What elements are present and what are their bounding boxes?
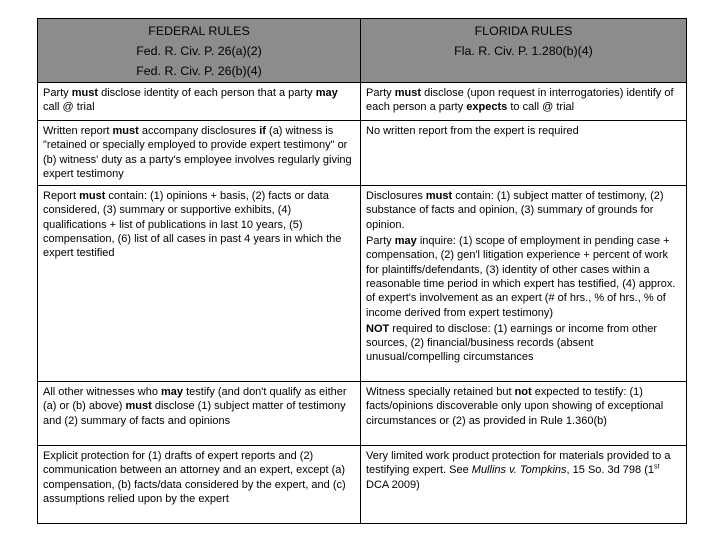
table-row (38, 446, 687, 524)
florida-rule-1: Fla. R. Civ. P. 1.280(b)(4) (454, 44, 593, 58)
federal-rule-2: Fed. R. Civ. P. 26(b)(4) (136, 64, 262, 78)
federal-cell: Explicit protection for (1) drafts of expert reports and (2) communication between an attorney and an expert, except (a) compensation, (b) facts/data considered by the expert, and (c) assumptions relied upon by the expert (38, 446, 361, 524)
rules-comparison-table (37, 18, 687, 524)
federal-title: FEDERAL RULES (148, 24, 250, 38)
table-row (38, 382, 687, 446)
florida-cell: Witness specially retained but not expected to testify: (1) facts/opinions discoverable only upon showing of exceptional circumstances or (2) as provided in Rule 1.360(b) (361, 382, 687, 446)
case-citation: Mullins v. Tompkins (471, 464, 567, 477)
florida-header-cell (361, 19, 687, 83)
federal-header-cell (38, 19, 361, 83)
florida-paragraph: Disclosures must contain: (1) subject matter of testimony, (2) substance of facts and opinion, (3) summary of grounds for opinion. (366, 190, 664, 231)
florida-cell: Very limited work product protection for materials provided to a testifying expert. See Mullins v. Tompkins, 15 So. 3d 798 (1st DCA 2009) (361, 446, 687, 524)
federal-cell: Written report must accompany disclosures if (a) witness is "retained or specially employed to provide expert testimony" or (b) witness' duty as a party's employee involves regularly giving expert testimony (38, 121, 361, 186)
federal-cell: All other witnesses who may testify (and don't qualify as either (a) or (b) above) must disclose (1) subject matter of testimony and (2) summary of facts and opinions (38, 382, 361, 446)
florida-cell: No written report from the expert is required (361, 121, 687, 186)
federal-cell: Party must disclose identity of each person that a party may call @ trial (38, 83, 361, 121)
table-row (38, 83, 687, 121)
florida-paragraph: Party may inquire: (1) scope of employment in pending case + compensation, (2) gen'l litigation experience + percent of work for plaintiffs/defendants, (3) identity of other cases within a reasonable time period in which expert has testified, (4) approx. of expert's involvement as an expert (# of hrs., % of hrs., % of income derived from expert testimony) (366, 235, 676, 319)
florida-cell: Party must disclose (upon request in interrogatories) identify of each person a party expects to call @ trial (361, 83, 687, 121)
table-row (38, 186, 687, 382)
federal-rule-1: Fed. R. Civ. P. 26(a)(2) (136, 44, 262, 58)
florida-cell (361, 186, 687, 382)
florida-title: FLORIDA RULES (474, 24, 573, 38)
table-row (38, 121, 687, 186)
table-header-row (38, 19, 687, 83)
florida-paragraph: NOT required to disclose: (1) earnings or income from other sources, (2) financial/business records (absent unusual/compelling circumstances (366, 322, 658, 364)
federal-cell: Report must contain: (1) opinions + basis, (2) facts or data considered, (3) summary or supportive exhibits, (4) qualifications + list of publications in last 10 years, (5) compensation, (6) list of all cases in past 4 years in which the expert testified (38, 186, 361, 382)
